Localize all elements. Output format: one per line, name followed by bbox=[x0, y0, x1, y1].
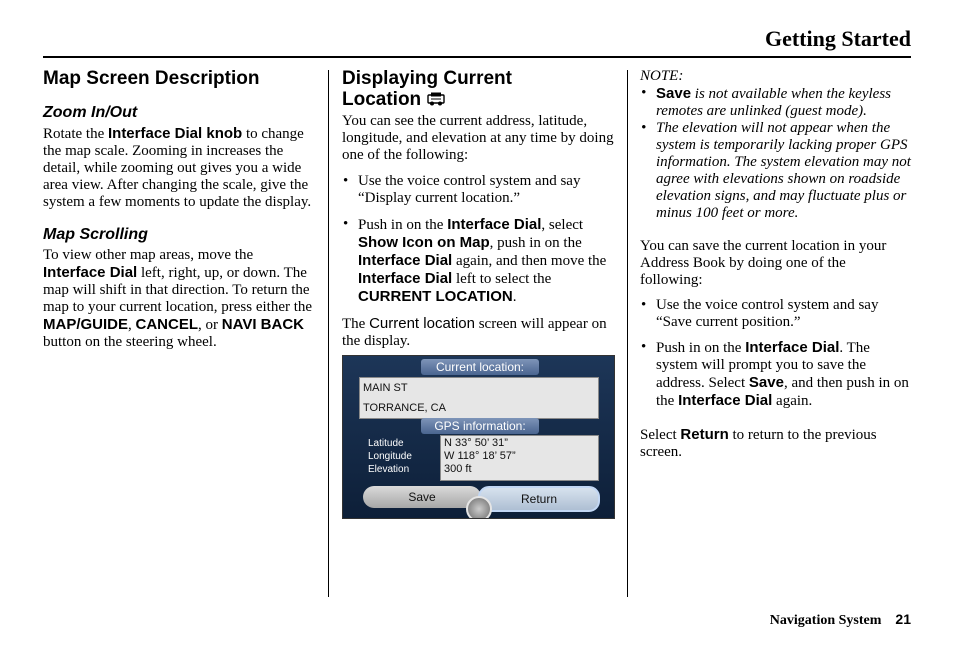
page-number: 21 bbox=[895, 611, 911, 627]
list-item: • Push in on the Interface Dial. The system will prompt you to save the address. Select Save, and then push in on the Interface Dial again. bbox=[640, 339, 912, 410]
save-methods-list bbox=[640, 297, 912, 410]
section-heading-current-location: Displaying Current Location bbox=[342, 68, 512, 110]
latitude-label: Latitude bbox=[368, 438, 404, 449]
list-item: • The elevation will not appear when the system is temporarily lacking proper GPS information. The system elevation may not agree with elevations shown on roadside elevation signs, and may fluctuate plus or minus 100 feet or more. bbox=[640, 120, 912, 222]
subheading-zoom: Zoom In/Out bbox=[43, 104, 138, 121]
footer-label: Navigation System bbox=[769, 613, 882, 628]
column-current-location bbox=[342, 68, 614, 350]
column-divider-2 bbox=[627, 70, 628, 597]
note-label: NOTE: bbox=[640, 68, 684, 84]
page-footer bbox=[770, 611, 911, 629]
page-header-title: Getting Started bbox=[764, 26, 911, 51]
display-methods-list bbox=[342, 173, 614, 306]
return-button[interactable]: Return bbox=[478, 486, 600, 512]
latitude-value: N 33° 50’ 31” bbox=[444, 437, 508, 449]
interface-dial-icon bbox=[466, 496, 492, 519]
list-item: • Use the voice control system and say “Save current position.” bbox=[640, 297, 912, 331]
longitude-value: W 118° 18’ 57” bbox=[444, 450, 516, 462]
zoom-paragraph: Rotate the Interface Dial knob to change the map scale. Zooming in increases the detail, while zooming out gives you a wide area view. After changing the scale, give the system a few moments to update the display. bbox=[43, 125, 312, 210]
address-box bbox=[359, 377, 599, 419]
gps-box bbox=[440, 435, 599, 481]
current-location-screen bbox=[342, 355, 615, 519]
screen-intro-paragraph: The Current location screen will appear on the display. bbox=[342, 315, 607, 349]
save-button[interactable]: Save bbox=[363, 486, 481, 508]
save-intro-paragraph: You can save the current location in your Address Book by doing one of the following: bbox=[640, 238, 887, 288]
elevation-value: 300 ft bbox=[444, 463, 472, 475]
note-block bbox=[640, 68, 912, 222]
column-divider-1 bbox=[328, 70, 329, 597]
gps-title: GPS information: bbox=[421, 418, 539, 434]
return-paragraph: Select Return to return to the previous screen. bbox=[640, 426, 877, 460]
address-line-1: MAIN ST bbox=[363, 382, 408, 394]
list-item: • Save is not available when the keyless remotes are unlinked (guest mode). bbox=[640, 85, 912, 120]
screen-title: Current location: bbox=[421, 359, 539, 375]
note-list bbox=[640, 85, 912, 222]
subheading-scroll: Map Scrolling bbox=[43, 226, 148, 243]
section-heading-map-screen: Map Screen Description bbox=[43, 68, 260, 89]
intro-paragraph: You can see the current address, latitude, longitude, and elevation at any time by doing one of the following: bbox=[342, 113, 614, 163]
column-notes bbox=[640, 68, 912, 461]
elevation-label: Elevation bbox=[368, 464, 410, 475]
longitude-label: Longitude bbox=[368, 451, 412, 462]
list-item: • Use the voice control system and say “Display current location.” bbox=[342, 173, 614, 207]
header-rule bbox=[43, 56, 911, 58]
voice-command-icon bbox=[427, 92, 445, 106]
column-map-screen bbox=[43, 68, 313, 351]
list-item: • Push in on the Interface Dial, select Show Icon on Map, push in on the Interface Dial again, and then move the Interface Dial left to select the CURRENT LOCATION. bbox=[342, 216, 614, 306]
address-line-2: TORRANCE, CA bbox=[363, 402, 446, 414]
scroll-paragraph: To view other map areas, move the Interface Dial left, right, up, or down. The map will shift in that direction. To return the map to your current location, press either the MAP/GUIDE, CANCEL, or NAVI BACK button on the steering wheel. bbox=[43, 247, 313, 350]
